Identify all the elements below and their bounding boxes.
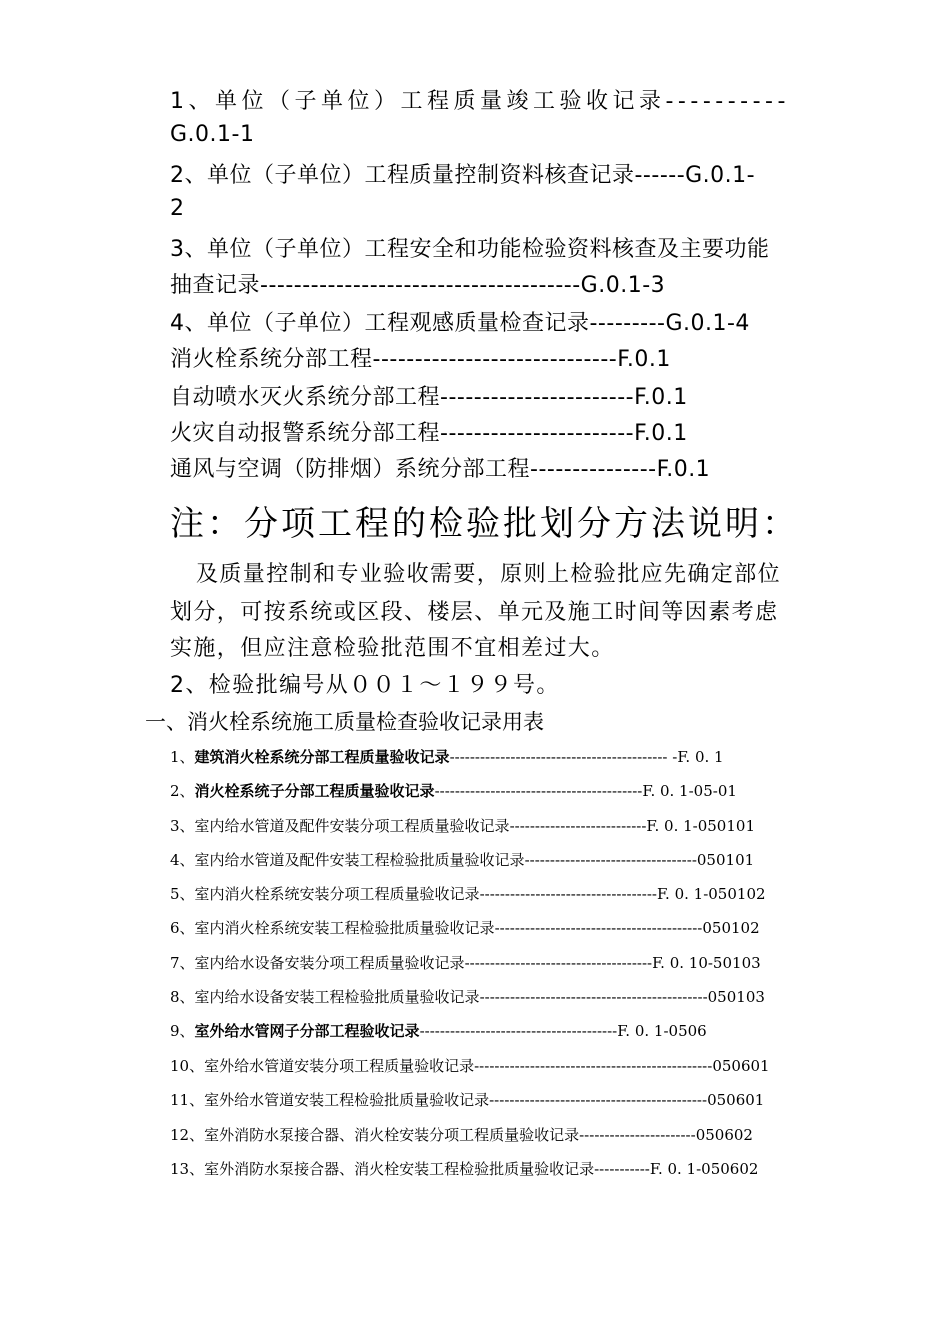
toc-item-leader: -----------------------------------------------	[474, 1057, 713, 1075]
toc-item-title: 建筑消火栓系统分部工程质量验收记录	[194, 748, 450, 766]
top-list-item: 4、单位（子单位）工程观感质量检查记录---------G.0.1-4	[170, 311, 750, 336]
toc-item-leader: -----------------------------------	[479, 885, 657, 903]
toc-item-code: 050602	[695, 1126, 753, 1144]
toc-item-code: F. 0. 1-0506	[617, 1022, 707, 1040]
toc-item-code: 050103	[707, 988, 765, 1006]
toc-item-code: F. 0. 1-050102	[656, 885, 766, 903]
section-title: 一、消火栓系统施工质量检查验收记录用表	[145, 710, 544, 734]
toc-item-code: 050601	[707, 1091, 765, 1109]
top-list-item: 2、单位（子单位）工程质量控制资料核查记录------G.0.1-	[170, 163, 756, 188]
toc-item-title: 室内消火栓系统安装分项工程质量验收记录	[194, 885, 480, 903]
toc-item-code: 050101	[696, 851, 755, 869]
toc-item	[170, 917, 760, 938]
toc-item-leader: -----------------------------------------	[434, 782, 643, 800]
toc-item-leader: ---------------------------	[509, 817, 647, 835]
top-list-item: 自动喷水灭火系统分部工程-----------------------F.0.1	[170, 385, 688, 410]
toc-item	[170, 1020, 707, 1041]
top-list-item: 抽查记录--------------------------------------G.0.1-3	[170, 273, 666, 298]
toc-item-number: 6、	[170, 919, 195, 937]
toc-item-number: 3、	[170, 817, 195, 835]
toc-item-title: 室内消火栓系统安装工程检验批质量验收记录	[194, 919, 495, 937]
toc-item-code: F. 0. 1-050101	[646, 817, 755, 835]
toc-item	[170, 952, 761, 973]
top-list-item: 1、单位（子单位）工程质量竣工验收记录----------	[170, 89, 790, 114]
toc-item-number: 8、	[170, 988, 195, 1006]
toc-item	[170, 1089, 764, 1110]
toc-item-code: -F. 0. 1	[667, 748, 724, 766]
toc-item-number: 1、	[170, 748, 195, 766]
top-list-item: 通风与空调（防排烟）系统分部工程---------------F.0.1	[170, 457, 711, 482]
toc-item	[170, 815, 755, 836]
paragraph-line: 2、检验批编号从００１～１９９号。	[170, 673, 560, 698]
paragraph-line: 及质量控制和专业验收需要，原则上检验批应先确定部位	[196, 562, 782, 587]
toc-item-leader: -------------------------------------	[464, 954, 653, 972]
toc-item-number: 10、	[170, 1057, 205, 1075]
toc-item-number: 11、	[170, 1091, 205, 1109]
toc-item-title: 室外给水管网子分部工程验收记录	[194, 1022, 420, 1040]
toc-item-code: 050601	[712, 1057, 770, 1075]
toc-item-leader: -------------------------------------------	[449, 748, 668, 766]
top-list-item: 消火栓系统分部工程-----------------------------F.0.1	[170, 347, 671, 372]
top-list-item: G.0.1-1	[170, 122, 255, 147]
toc-item-number: 12、	[170, 1126, 205, 1144]
toc-item	[170, 986, 765, 1007]
toc-item-leader: ----------------------------------	[524, 851, 697, 869]
toc-item-code: F. 0. 1-05-01	[642, 782, 737, 800]
paragraph-line: 实施，但应注意检验批范围不宜相差过大。	[170, 636, 615, 661]
top-list-item: 2	[170, 196, 185, 221]
toc-item-title: 室外消防水泵接合器、消火栓安装工程检验批质量验收记录	[204, 1160, 595, 1178]
toc-item-title: 室内给水管道及配件安装分项工程质量验收记录	[194, 817, 510, 835]
toc-item	[170, 883, 766, 904]
toc-item-title: 室外给水管道安装分项工程质量验收记录	[204, 1057, 475, 1075]
toc-item-number: 7、	[170, 954, 195, 972]
toc-item-number: 9、	[170, 1022, 195, 1040]
toc-item-number: 13、	[170, 1160, 205, 1178]
toc-item-number: 4、	[170, 851, 195, 869]
toc-item-leader: -------------------------------------------	[489, 1091, 708, 1109]
toc-item-number: 2、	[170, 782, 195, 800]
top-list-item: 3、单位（子单位）工程安全和功能检验资料核查及主要功能	[170, 237, 770, 262]
toc-item-title: 消火栓系统子分部工程质量验收记录	[194, 782, 435, 800]
toc-item-leader: -----------------------------------------	[494, 919, 703, 937]
toc-item-title: 室外给水管道安装工程检验批质量验收记录	[204, 1091, 490, 1109]
toc-item	[170, 1158, 758, 1179]
toc-item	[170, 1124, 753, 1145]
toc-item-leader: -----------------------	[579, 1126, 696, 1144]
toc-item-leader: -----------	[594, 1160, 650, 1178]
top-list-item: 火灾自动报警系统分部工程-----------------------F.0.1	[170, 421, 688, 446]
toc-item-code: 050102	[702, 919, 760, 937]
toc-item	[170, 780, 737, 801]
toc-item-code: F. 0. 10-50103	[652, 954, 761, 972]
toc-item	[170, 746, 724, 767]
note-heading: 注：分项工程的检验批划分方法说明：	[170, 504, 799, 544]
toc-item-leader: ---------------------------------------------	[479, 988, 708, 1006]
toc-item-code: F. 0. 1-050602	[649, 1160, 759, 1178]
toc-item-title: 室内给水设备安装工程检验批质量验收记录	[194, 988, 480, 1006]
toc-item-leader: ---------------------------------------	[419, 1022, 618, 1040]
toc-item	[170, 1055, 770, 1076]
paragraph-line: 划分，可按系统或区段、楼层、单元及施工时间等因素考虑	[170, 600, 779, 625]
toc-item	[170, 849, 754, 870]
toc-item-title: 室内给水管道及配件安装工程检验批质量验收记录	[194, 851, 525, 869]
toc-item-title: 室内给水设备安装分项工程质量验收记录	[194, 954, 465, 972]
toc-item-number: 5、	[170, 885, 195, 903]
toc-item-title: 室外消防水泵接合器、消火栓安装分项工程质量验收记录	[204, 1126, 580, 1144]
